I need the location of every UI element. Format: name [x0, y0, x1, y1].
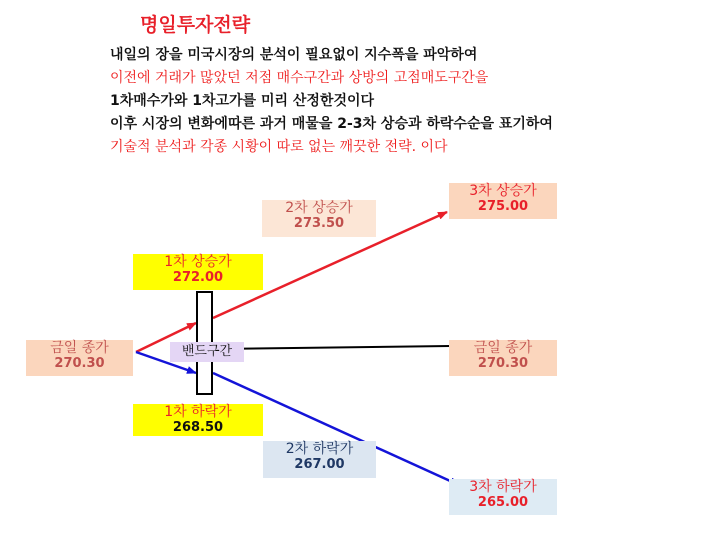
description-line-4: 이후 시장의 변화에따른 과거 매물을 2-3차 상승과 하락수순을 표기하여 — [110, 116, 553, 132]
fall1-box — [133, 404, 263, 436]
fall2-box — [263, 441, 376, 478]
rise2-box — [262, 200, 376, 237]
fall1-label: 1차 하락가 — [164, 404, 232, 420]
rise2-label: 2차 상승가 — [285, 200, 353, 216]
rise1-box — [133, 254, 263, 290]
today-close-right-value: 270.30 — [477, 356, 529, 371]
close-level-line — [213, 346, 450, 349]
today-close-right-box — [449, 340, 557, 376]
description-line-2: 이전에 거래가 많았던 저점 매수구간과 상방의 고점매도구간을 — [110, 70, 489, 86]
fall3-box — [449, 479, 557, 515]
description-line-3: 1차매수가와 1차고가를 미리 산정한것이다 — [110, 93, 375, 109]
rise3-label: 3차 상승가 — [469, 183, 537, 199]
fall2-value: 267.00 — [294, 457, 345, 472]
rise2-value: 273.50 — [293, 216, 345, 231]
today-close-right-label: 금일 종가 — [473, 340, 533, 356]
today-close-left-box — [26, 340, 133, 376]
rise1-label: 1차 상승가 — [164, 254, 232, 270]
fall2-label: 2차 하락가 — [285, 441, 354, 457]
fall3-label: 3차 하락가 — [469, 479, 537, 495]
description-line-1: 내일의 장을 미국시장의 분석이 필요없이 지수폭을 파악하여 — [110, 47, 478, 63]
fall3-value: 265.00 — [477, 495, 529, 510]
page-title: 명일투자전략 — [140, 14, 251, 36]
today-close-left-label: 금일 종가 — [50, 340, 109, 356]
fall1-value: 268.50 — [172, 420, 224, 435]
rise3-value: 275.00 — [477, 199, 529, 214]
today-close-left-value: 270.30 — [54, 356, 105, 371]
band-label: 밴드구간 — [170, 342, 244, 362]
description-line-5: 기술적 분석과 각종 시황이 따로 없는 깨끗한 전략. 이다 — [110, 139, 448, 155]
rise1-value: 272.00 — [172, 270, 224, 285]
rise3-box — [449, 183, 557, 219]
